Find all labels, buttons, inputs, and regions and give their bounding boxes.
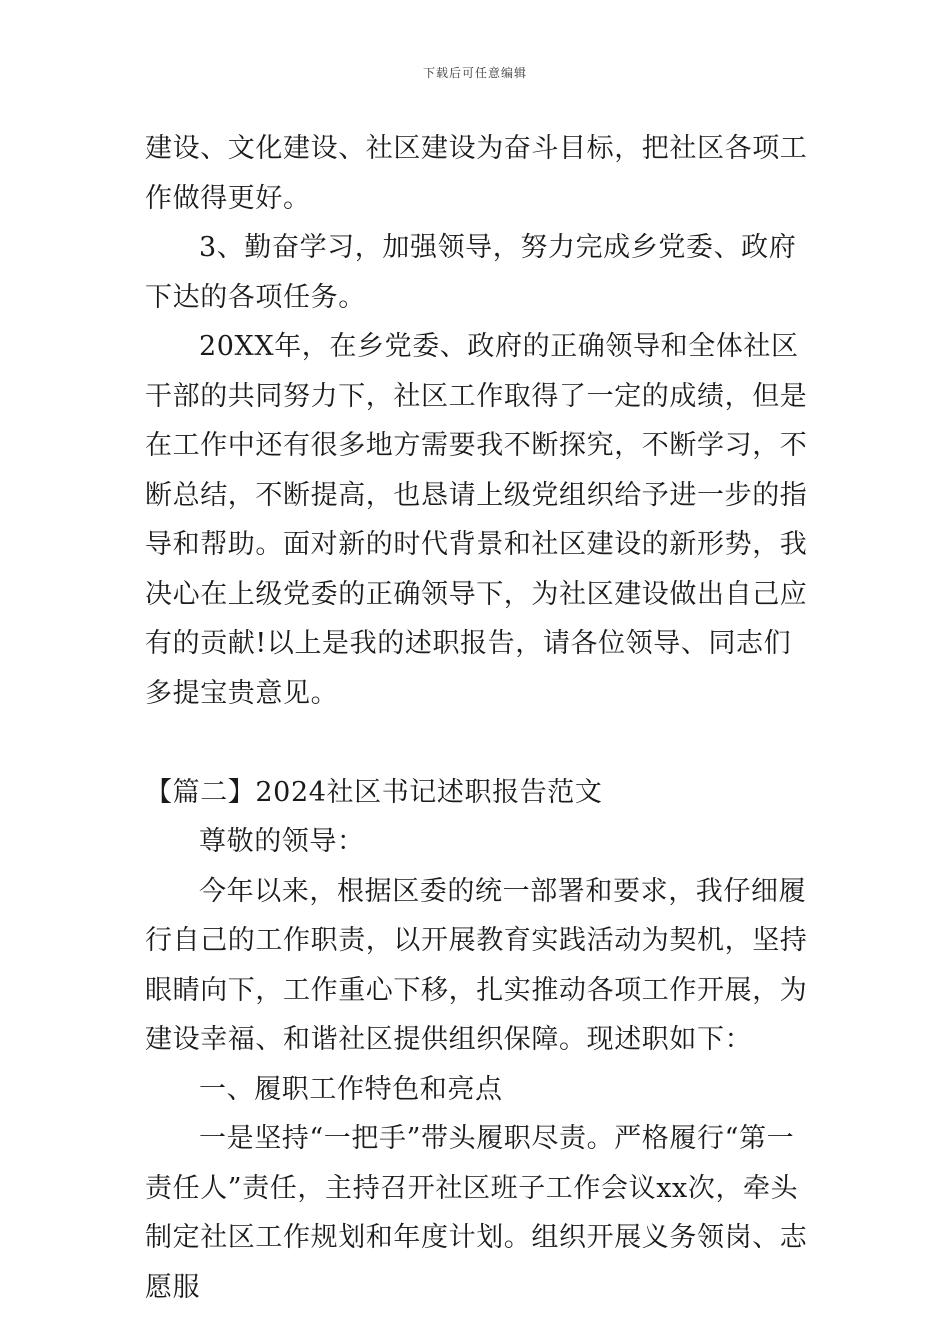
- paragraph-intro: 今年以来，根据区委的统一部署和要求，我仔细履行自己的工作职责，以开展教育实践活动为契机，坚持眼睛向下，工作重心下移，扎实推动各项工作开展，为建设幸福、和谐社区提供组织保障。现述职如下：: [145, 875, 808, 1055]
- page-header: 下载后可任意编辑: [422, 66, 527, 80]
- section-heading: 【篇二】2024社区书记述职报告范文: [145, 776, 603, 808]
- subheading-highlights: 一、履职工作特色和亮点: [199, 1073, 503, 1105]
- section-gap: [145, 718, 810, 768]
- paragraph-item-3: 3、勤奋学习，加强领导，努力完成乡党委、政府下达的各项任务。: [145, 232, 797, 313]
- paragraph-continuation: 建设、文化建设、社区建设为奋斗目标，把社区各项工作做得更好。: [145, 133, 808, 214]
- salutation: 尊敬的领导：: [199, 826, 365, 857]
- paragraph-point-1: 一是坚持“一把手”带头履职尽责。严格履行“第一责任人”责任，主持召开社区班子工作会议xx次，牵头制定社区工作规划和年度计划。组织开展义务领岗、志愿服: [145, 1123, 808, 1303]
- document-body: [145, 124, 810, 1312]
- paragraph-summary: 20XX年，在乡党委、政府的正确领导和全体社区干部的共同努力下，社区工作取得了一定的成绩，但是在工作中还有很多地方需要我不断探究，不断学习，不断总结，不断提高，也恳请上级党组织给予进一步的指导和帮助。面对新的时代背景和社区建设的新形势，我决心在上级党委的正确领导下，为社区建设做出自己应有的贡献!以上是我的述职报告，请各位领导、同志们多提宝贵意见。: [145, 331, 808, 709]
